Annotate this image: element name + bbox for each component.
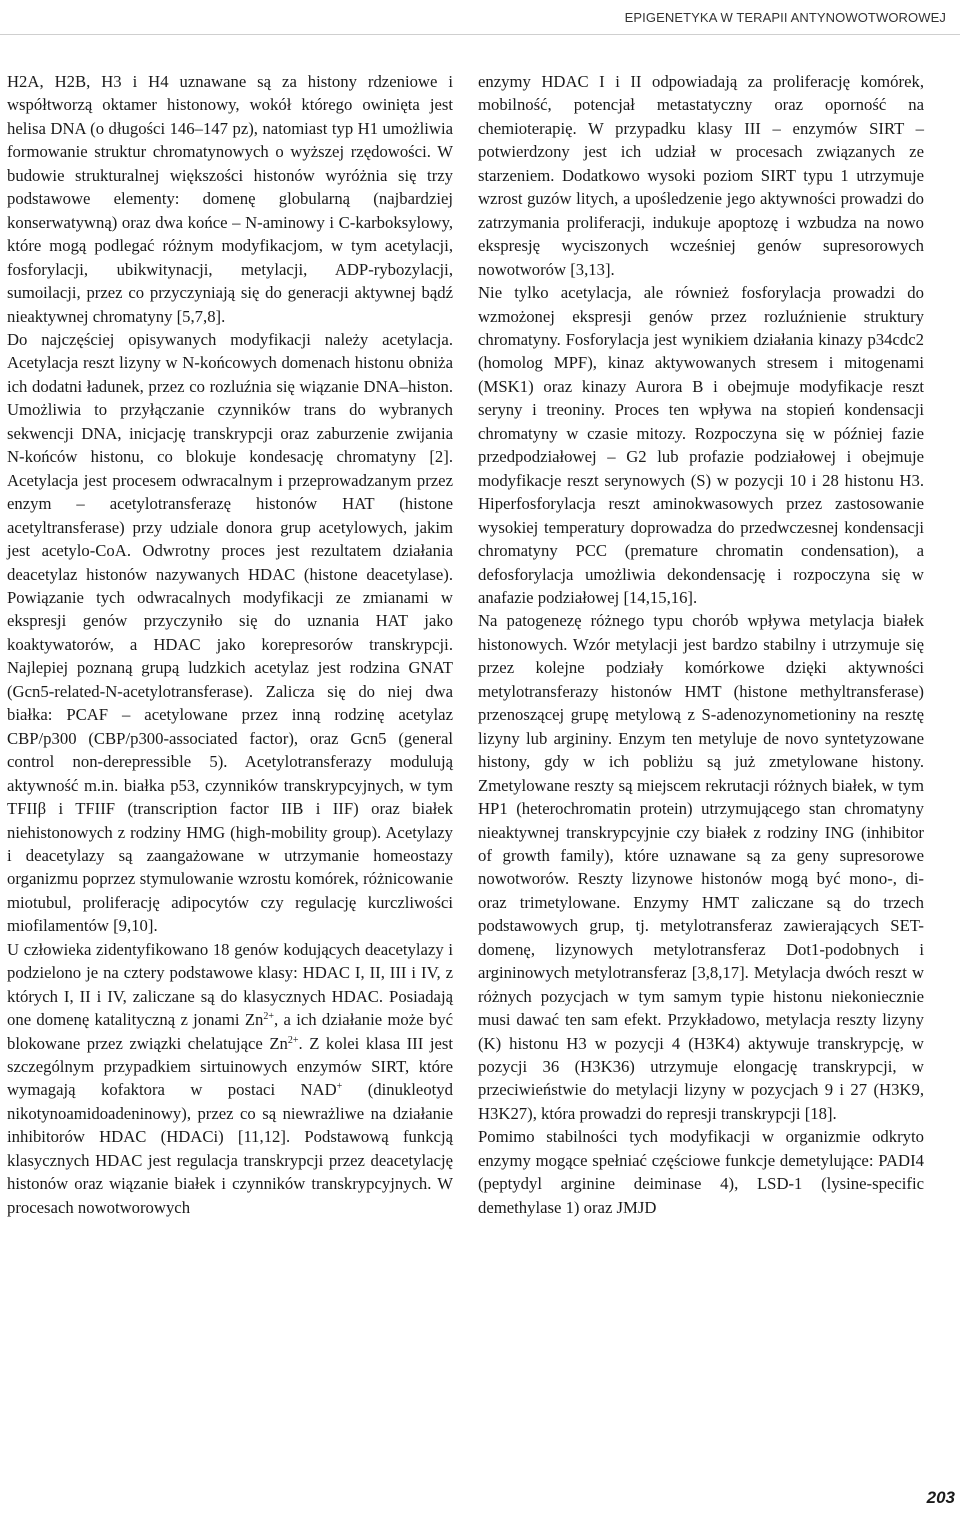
hdac-text-part-3: . Z kolei klasa III jest szczególnym przypadkiem sirtuinowych enzymów SIRT, które wymagają kofaktora w postaci NAD [7,1033,453,1100]
zinc-charge-superscript: 2+ [263,1011,275,1023]
paragraph-hdac-cancer: enzymy HDAC I i II odpowiadają za proliferację komórek, mobilność, potencjał metastatyczny oraz oporność na chemioterapię. W przypadku klasy III – enzymów SIRT – potwierdzony jest ich udział w procesach związanych ze starzeniem. Dodatkowo wysoki poziom SIRT typu 1 utrzymuje wzrost guzów litych, a upośledzenie jego aktywności prowadzi do zatrzymania proliferacji, indukuje apoptozę i wzbudza na nowo ekspresję wyciszonych wcześniej genów supresorowych nowotworów [3,13]. [478,72,924,279]
zinc-charge-superscript: 2+ [287,1034,299,1046]
hdac-text-part-1: U człowieka zidentyfikowano 18 genów kodujących deacetylazy i podzielono je na cztery podstawowe klasy: HDAC I, II, III i IV, z których I, II i IV, zaliczane są do klasycznych HDAC. Posiadają one domenę katalityczną z jonami Zn [7,939,453,1030]
running-header [0,10,946,25]
paragraph-histone-structure: H2A, H2B, H3 i H4 uznawane są za histony rdzeniowe i współtworzą oktamer histonowy, wokół którego owinięta jest helisa DNA (o długości 146–147 pz), natomiast typ H1 umożliwia formowanie struktur chromatynowych o wyższej rzędowości. W budowie strukturalnej większości histonów wyróżnia się trzy podstawowe elementy: domenę globularną (najbardziej konserwatywną) oraz dwa końce – N-aminowy i C-karboksylowy, które mogą podlegać różnym modyfikacjom, w tym acetylacji, fosforylacji, ubikwitynacji, metylacji, ADP-rybozylacji, sumoilacji, przez co przyczyniają się do generacji aktywnej bądź nieaktywnej chromatyny [5,7,8]. [7,72,453,326]
paragraph-demethylation: Pomimo stabilności tych modyfikacji w organizmie odkryto enzymy mogące spełniać częściowe funkcje demetylujące: PADI4 (peptydyl arginine deiminase 4), LSD-1 (lysine-specific demethylase 1) oraz JMJD [478,1127,924,1217]
paragraph-hdac-classes [7,938,453,1219]
paragraph-acetylation: Do najczęściej opisywanych modyfikacji należy acetylacja. Acetylacja reszt lizyny w N-końcowych domenach histonu obniża ich dodatni ładunek, przez co rozluźnia się wiązanie DNA–histon. Umożliwia to przyłączanie czynników trans do wybranych sekwencji DNA, inicjację transkrypcji oraz zaburzenie zwijania N-końców histonu, co blokuje kondesację chromatyny [2]. Acetylacja jest procesem odwracalnym i przeprowadzanym przez enzym – acetylotransferazę histonów HAT (histone acetyltransferase) przy udziale donora grup acetylowych, jakim jest acetylo-CoA. Odwrotny proces jest rezultatem działania deacetylaz histonów nazywanych HDAC (histone deacetylase). Powiązanie tych odwracalnych modyfikacji ze zmianami w ekspresji genów przyczyniło się do uznania HAT jako koaktywatorów, a HDAC jako korepresorów transkrypcji. Najlepiej poznaną grupą ludzkich acetylaz jest rodzina GNAT (Gcn5-related-N-acetylotransferase). Zalicza się do niej dwa białka: PCAF – acetylowane przez inną rodzinę acetylaz CBP/p300 (CBP/p300-associated factor), oraz Gcn5 (general control non-derepressible 5). Acetylotransferazy modulują aktywność m.in. białka p53, czynników transkrypcyjnych, w tym TFIIβ i TFIIF (transcription factor IIB i IIF) oraz białek niehistonowych z rodziny HMG (high-mobility group). Acetylazy i deacetylazy są zaangażowane w utrzymanie homeostazy organizmu poprzez stymulowanie wzrostu komórek, różnicowanie miotubul, proliferację adipocytów czy regulację kurczliwości miofilamentów [9,10]. [7,329,453,936]
paragraph-methylation: Na patogenezę różnego typu chorób wpływa metylacja białek histonowych. Wzór metylacji jest bardzo stabilny i utrzymuje się przez kolejne podziały komórkowe dzięki aktywności metylotransferazy histonów HMT (histone methyltransferase) przenoszącej grupę metylową z S-adenozynometioniny na resztę lizyny lub argininy. Enzym ten metyluje de novo syntetyzowane histony, gdy w ich pobliżu są już zmetylowane histony. Zmetylowane reszty są miejscem rekrutacji różnych białek, w tym HP1 (heterochromatin protein) utrzymującego stan chromatyny nieaktywnej transkrypcyjnie czy białek z rodziny ING (inhibitor of growth family), które uznawane są za geny supresorowe nowotworów. Reszty lizynowe histonów mogą być mono-, di- oraz trimetylowane. Enzymy HMT zaliczane są do trzech podstawowych grup, tj. metylotransferaz zawierających SET-domenę, lizynowych metylotransferaz Dot1-podobnych i argininowych metylotransferaz [3,8,17]. Metylacja dwóch reszt w różnych pozycjach w tym samym typie histonu niekoniecznie musi dawać ten sam efekt. Przykładowo, metylacja reszty lizyny (K) histonu H3 w pozycji 4 (H3K4) aktywuje transkrypcję, w pozycji 36 (H3K36) utrzymuje elongację transkrypcji, w przeciwieństwie do metylacji lizyny w pozycjach 9 i 27 (H3K9, H3K27), która prowadzi do represji transkrypcji [18]. [478,611,924,1123]
left-column [7,70,453,1219]
nad-charge-superscript: + [336,1081,343,1093]
paragraph-phosphorylation: Nie tylko acetylacja, ale również fosforylacja prowadzi do wzmożonej ekspresji genów przez rozluźnienie struktury chromatyny. Fosforylacja jest wynikiem działania kinazy p34cdc2 (homolog MPF), kinaz aktywowanych stresem i mitogenami (MSK1) oraz kinazy Aurora B i obejmuje modyfikacje reszt seryny i treoniny. Proces ten wpływa na stopień kondensacji chromatyny w czasie mitozy. Rozpoczyna się w później fazie przedpodziałowej – G2 lub profazie podziałowej i obejmuje modyfikacje reszt serynowych (S) w pozycji 10 i 28 histonu H3. Hiperfosforylacja reszt aminokwasowych przez zastosowanie wysokiej temperatury doprowadza do przedwczesnej kondensacji chromatyny PCC (premature chromatin condensation), a defosforylacja umożliwia dekondensację i rozpoczyna się w anafazie podziałowej [14,15,16]. [478,283,924,607]
hdac-text-part-2: , a ich działanie może być blokowane przez związki chelatujące Zn [7,1010,453,1053]
right-column [478,70,924,1219]
header-divider [0,34,960,35]
hdac-text-part-4: (dinukleotyd nikotynoamidoadeninowy), przez co są niewrażliwe na działanie inhibitorów HDAC (HDACi) [11,12]. Podstawową funkcją klasycznych HDAC jest regulacja transkrypcji przez deacetylację histonów oraz wiązanie białek i czynników transkrypcyjnych. W procesach nowotworowych [7,1080,453,1217]
running-title: EPIGENETYKA W TERAPII ANTYNOWOTWOROWEJ [624,10,946,25]
page-number: 203 [926,1488,955,1507]
